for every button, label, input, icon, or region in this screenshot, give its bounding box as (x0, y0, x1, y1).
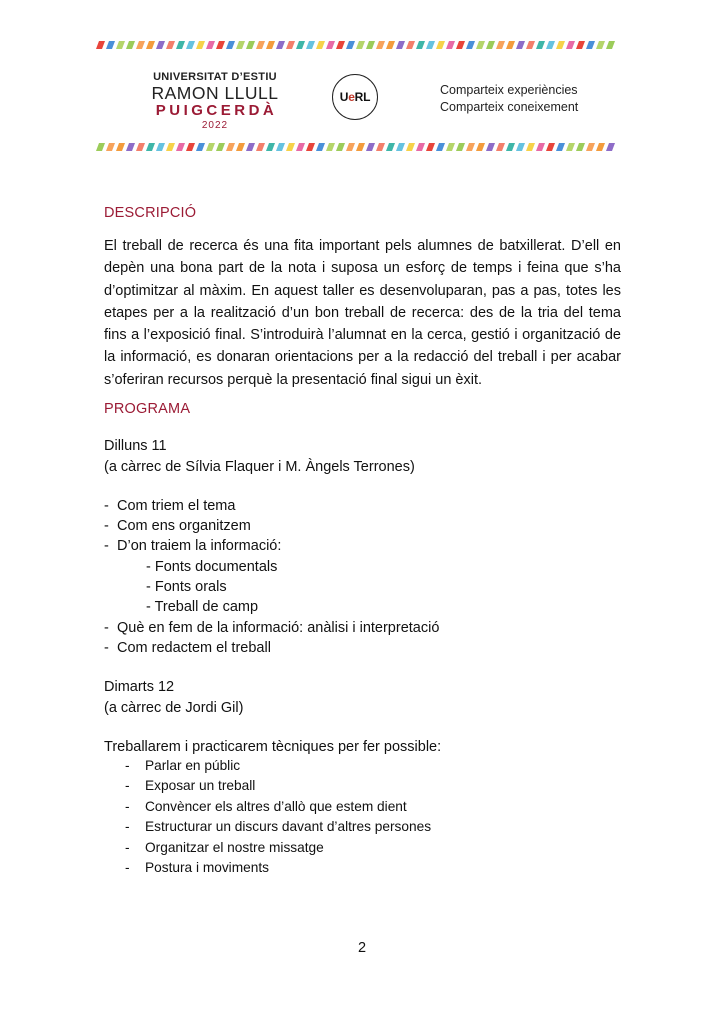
stripe-dash (296, 143, 305, 151)
stripe-dash (406, 41, 415, 49)
stripe-dash (426, 143, 435, 151)
stripe-dash (426, 41, 435, 49)
stripe-dash (176, 41, 185, 49)
day1-lecturers: (a càrrec de Sílvia Flaquer i M. Àngels Terrones) (104, 459, 415, 475)
stripe-dash (96, 143, 105, 151)
decorative-stripe-bottom (96, 143, 620, 151)
stripe-dash (226, 143, 235, 151)
stripe-dash (296, 41, 305, 49)
stripe-dash (596, 41, 605, 49)
stripe-dash (346, 143, 355, 151)
stripe-dash (186, 41, 195, 49)
stripe-dash (576, 143, 585, 151)
stripe-dash (116, 143, 125, 151)
stripe-dash (336, 41, 345, 49)
stripe-dash (316, 143, 325, 151)
stripe-dash (166, 143, 175, 151)
stripe-dash (436, 143, 445, 151)
stripe-dash (416, 143, 425, 151)
stripe-dash (576, 41, 585, 49)
stripe-dash (316, 41, 325, 49)
day1-subitem: - Fonts orals (146, 579, 227, 595)
day2-intro: Treballarem i practicarem tècniques per fer possible: (104, 739, 442, 755)
stripe-dash (106, 143, 115, 151)
day2-item: - Postura i moviments (125, 860, 269, 875)
stripe-dash (356, 41, 365, 49)
stripe-dash (256, 143, 265, 151)
stripe-dash (386, 41, 395, 49)
slogan (440, 82, 578, 116)
day1-item: - Què en fem de la informació: anàlisi i interpretació (104, 620, 440, 636)
stripe-dash (556, 41, 565, 49)
day2-title: Dimarts 12 (104, 679, 175, 695)
day1-item: - Com triem el tema (104, 498, 236, 514)
page-number: 2 (357, 940, 367, 956)
stripe-dash (466, 143, 475, 151)
stripe-dash (606, 41, 615, 49)
stripe-dash (96, 41, 105, 49)
stripe-dash (206, 143, 215, 151)
stripe-dash (146, 143, 155, 151)
stripe-dash (326, 41, 335, 49)
stripe-dash (536, 41, 545, 49)
stripe-dash (526, 41, 535, 49)
university-city: PUIGCERDÀ (155, 102, 278, 119)
stripe-dash (366, 143, 375, 151)
stripe-dash (496, 41, 505, 49)
stripe-dash (176, 143, 185, 151)
day2-item: - Parlar en públic (125, 758, 241, 773)
stripe-dash (446, 143, 455, 151)
stripe-dash (356, 143, 365, 151)
stripe-dash (526, 143, 535, 151)
stripe-dash (216, 143, 225, 151)
stripe-dash (396, 143, 405, 151)
day1-item: - Com redactem el treball (104, 640, 271, 656)
stripe-dash (226, 41, 235, 49)
stripe-dash (286, 41, 295, 49)
stripe-dash (246, 41, 255, 49)
stripe-dash (586, 41, 595, 49)
stripe-dash (466, 41, 475, 49)
stripe-dash (276, 41, 285, 49)
university-logotype (150, 70, 280, 132)
stripe-dash (276, 143, 285, 151)
stripe-dash (136, 143, 145, 151)
stripe-dash (506, 41, 515, 49)
description-title: DESCRIPCIÓ (104, 205, 197, 221)
stripe-dash (106, 41, 115, 49)
stripe-dash (326, 143, 335, 151)
stripe-dash (306, 143, 315, 151)
stripe-dash (516, 143, 525, 151)
stripe-dash (186, 143, 195, 151)
uerl-logo-text: UeRL (339, 90, 371, 104)
day1-item: - Com ens organitzem (104, 518, 251, 534)
stripe-dash (456, 41, 465, 49)
day1-title: Dilluns 11 (104, 438, 167, 454)
stripe-dash (606, 143, 615, 151)
stripe-dash (246, 143, 255, 151)
stripe-dash (456, 143, 465, 151)
stripe-dash (386, 143, 395, 151)
stripe-dash (566, 41, 575, 49)
stripe-dash (416, 41, 425, 49)
day2-item: - Estructurar un discurs davant d’altres persones (125, 819, 432, 834)
stripe-dash (236, 41, 245, 49)
stripe-dash (346, 41, 355, 49)
day2-item: - Exposar un treball (125, 778, 256, 793)
stripe-dash (156, 143, 165, 151)
university-year: 2022 (201, 120, 229, 131)
stripe-dash (536, 143, 545, 151)
slogan-line-1: Comparteix experiències (440, 83, 578, 97)
stripe-dash (406, 143, 415, 151)
stripe-dash (476, 41, 485, 49)
program-title: PROGRAMA (104, 401, 191, 417)
stripe-dash (486, 143, 495, 151)
stripe-dash (566, 143, 575, 151)
stripe-dash (546, 143, 555, 151)
stripe-dash (376, 41, 385, 49)
stripe-dash (136, 41, 145, 49)
stripe-dash (486, 41, 495, 49)
day1-subitem: - Fonts documentals (146, 559, 278, 575)
stripe-dash (556, 143, 565, 151)
day1-item: - D’on traiem la informació: (104, 538, 282, 554)
stripe-dash (216, 41, 225, 49)
day1-subitem: - Treball de camp (146, 599, 259, 615)
stripe-dash (376, 143, 385, 151)
stripe-dash (546, 41, 555, 49)
day2-lecturers: (a càrrec de Jordi Gil) (104, 700, 244, 716)
stripe-dash (446, 41, 455, 49)
slogan-line-2: Comparteix coneixement (440, 100, 579, 114)
stripe-dash (256, 41, 265, 49)
stripe-dash (126, 143, 135, 151)
university-name: RAMON LLULL (151, 83, 279, 103)
stripe-dash (596, 143, 605, 151)
stripe-dash (336, 143, 345, 151)
stripe-dash (396, 41, 405, 49)
stripe-dash (116, 41, 125, 49)
stripe-dash (236, 143, 245, 151)
stripe-dash (306, 41, 315, 49)
stripe-dash (506, 143, 515, 151)
stripe-dash (266, 41, 275, 49)
stripe-dash (286, 143, 295, 151)
stripe-dash (266, 143, 275, 151)
stripe-dash (196, 143, 205, 151)
stripe-dash (476, 143, 485, 151)
stripe-dash (146, 41, 155, 49)
stripe-dash (586, 143, 595, 151)
stripe-dash (516, 41, 525, 49)
stripe-dash (166, 41, 175, 49)
stripe-dash (436, 41, 445, 49)
day2-item: - Convèncer els altres d’allò que estem dient (125, 799, 407, 814)
stripe-dash (496, 143, 505, 151)
description-text: El treball de recerca és una fita important pels alumnes de batxillerat. D’ell en depèn una bona part de la nota i suposa un esforç de temps i feina que s’ha d’optimitzar al màxim. En aquest taller es desenvoluparan, pas a pas, totes les etapes per a la realització d’un bon treball de recerca: des de la tria del tema fins a l’exposició final. S’introduirà l’alumnat en la cerca, gestió i organització de la informació, es donaran orientacions per a la redacció del treball i per acabar s’oferiran recursos perquè la presentació final sigui un èxit. (104, 238, 621, 388)
stripe-dash (156, 41, 165, 49)
uerl-logo (332, 74, 378, 120)
stripe-dash (196, 41, 205, 49)
stripe-dash (366, 41, 375, 49)
decorative-stripe-top (96, 41, 620, 49)
stripe-dash (126, 41, 135, 49)
university-line: UNIVERSITAT D’ESTIU (153, 71, 277, 83)
stripe-dash (206, 41, 215, 49)
day2-item: - Organitzar el nostre missatge (125, 840, 324, 855)
